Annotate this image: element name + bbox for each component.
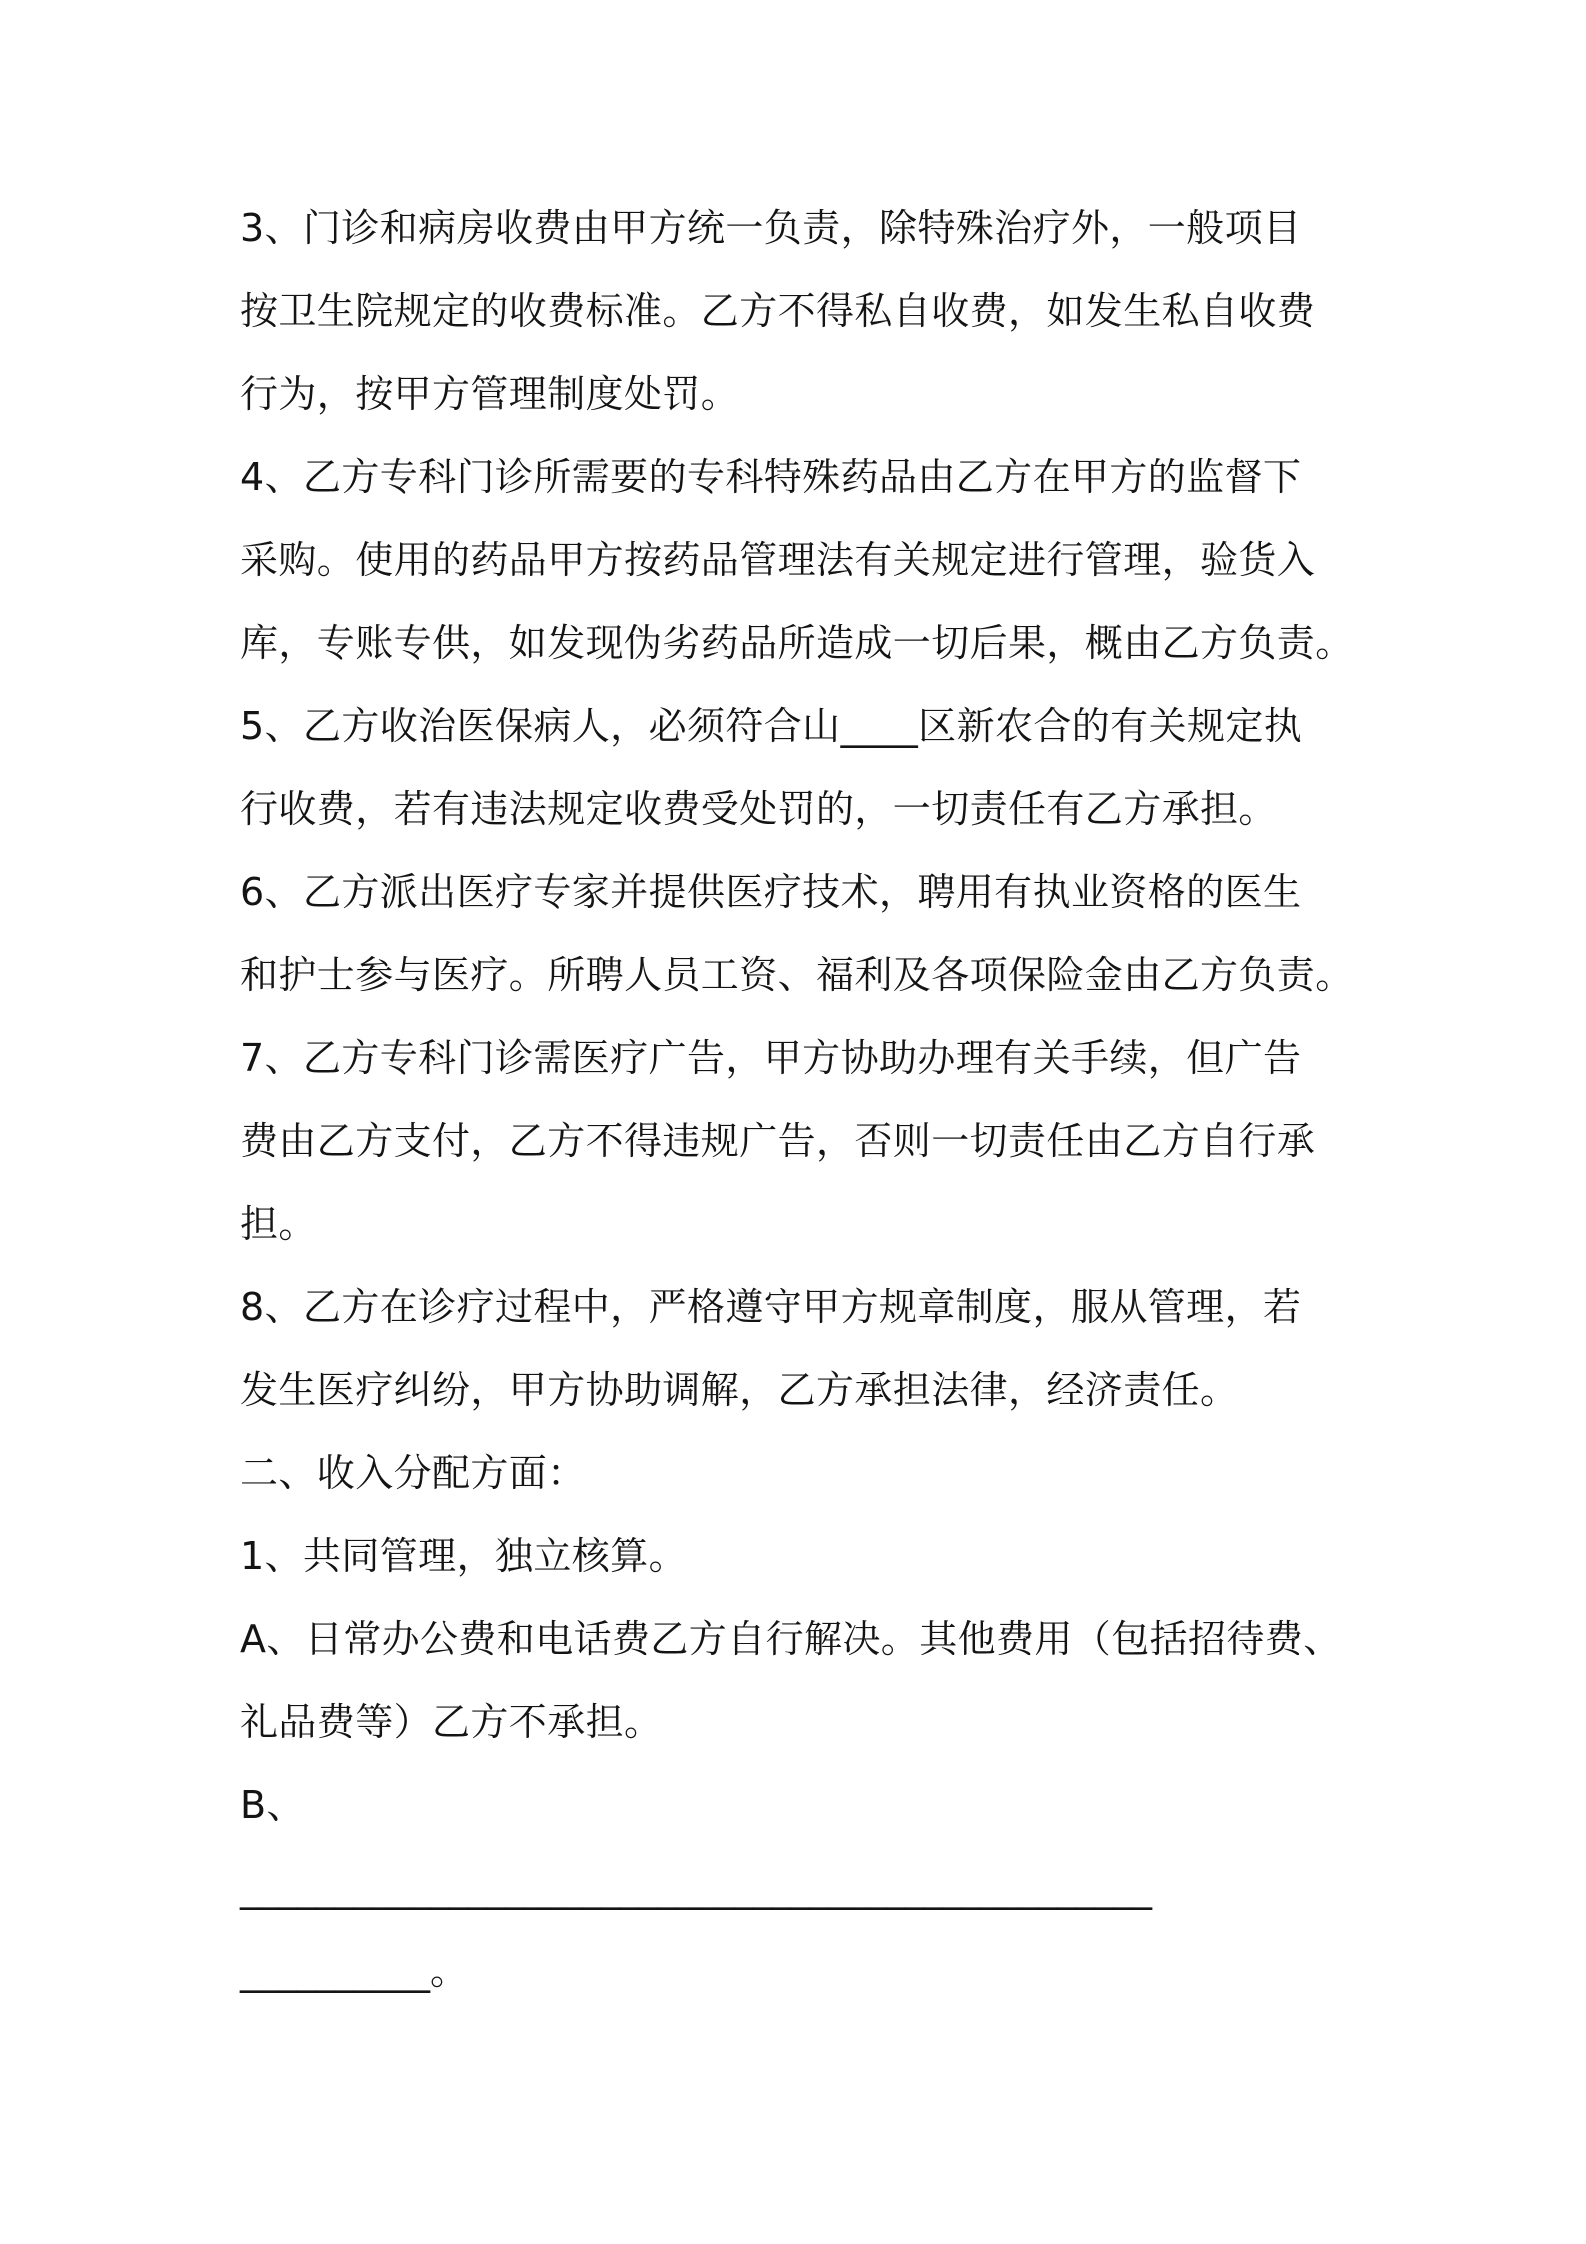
text-line: 库，专账专供，如发现伪劣药品所造成一切后果，概由乙方负责。 <box>240 621 1354 665</box>
text-line: 1、共同管理，独立核算。 <box>240 1534 687 1578</box>
text-line: 按卫生院规定的收费标准。乙方不得私自收费，如发生私自收费 <box>240 289 1316 333</box>
text-line: 费由乙方支付，乙方不得违规广告，否则一切责任由乙方自行承 <box>240 1119 1316 1163</box>
text-line: 4、乙方专科门诊所需要的专科特殊药品由乙方在甲方的监督下 <box>240 455 1302 499</box>
section-heading: 二、收入分配方面： <box>240 1451 586 1495</box>
text-line: 6、乙方派出医疗专家并提供医疗技术，聘用有执业资格的医生 <box>240 870 1302 914</box>
fill-in-blank-line: __________。 <box>240 1949 469 1993</box>
fill-in-blank-line: ________________________________________________ <box>240 1866 1152 1910</box>
text-line: A、日常办公费和电话费乙方自行解决。其他费用（包括招待费、 <box>240 1617 1342 1661</box>
text-line: B、 <box>240 1783 305 1827</box>
text-line: 行为，按甲方管理制度处罚。 <box>240 372 740 416</box>
text-line: 5、乙方收治医保病人，必须符合山____区新农合的有关规定执 <box>240 704 1303 748</box>
text-line: 和护士参与医疗。所聘人员工资、福利及各项保险金由乙方负责。 <box>240 953 1354 997</box>
text-line: 发生医疗纠纷，甲方协助调解，乙方承担法律，经济责任。 <box>240 1368 1239 1412</box>
text-line: 采购。使用的药品甲方按药品管理法有关规定进行管理，验货入 <box>240 538 1316 582</box>
text-line: 8、乙方在诊疗过程中，严格遵守甲方规章制度，服从管理，若 <box>240 1285 1302 1329</box>
text-line: 行收费，若有违法规定收费受处罚的，一切责任有乙方承担。 <box>240 787 1277 831</box>
text-line: 7、乙方专科门诊需医疗广告，甲方协助办理有关手续，但广告 <box>240 1036 1302 1080</box>
text-line: 3、门诊和病房收费由甲方统一负责，除特殊治疗外，一般项目 <box>240 206 1302 250</box>
text-line: 礼品费等）乙方不承担。 <box>240 1700 663 1744</box>
text-line: 担。 <box>240 1202 317 1246</box>
